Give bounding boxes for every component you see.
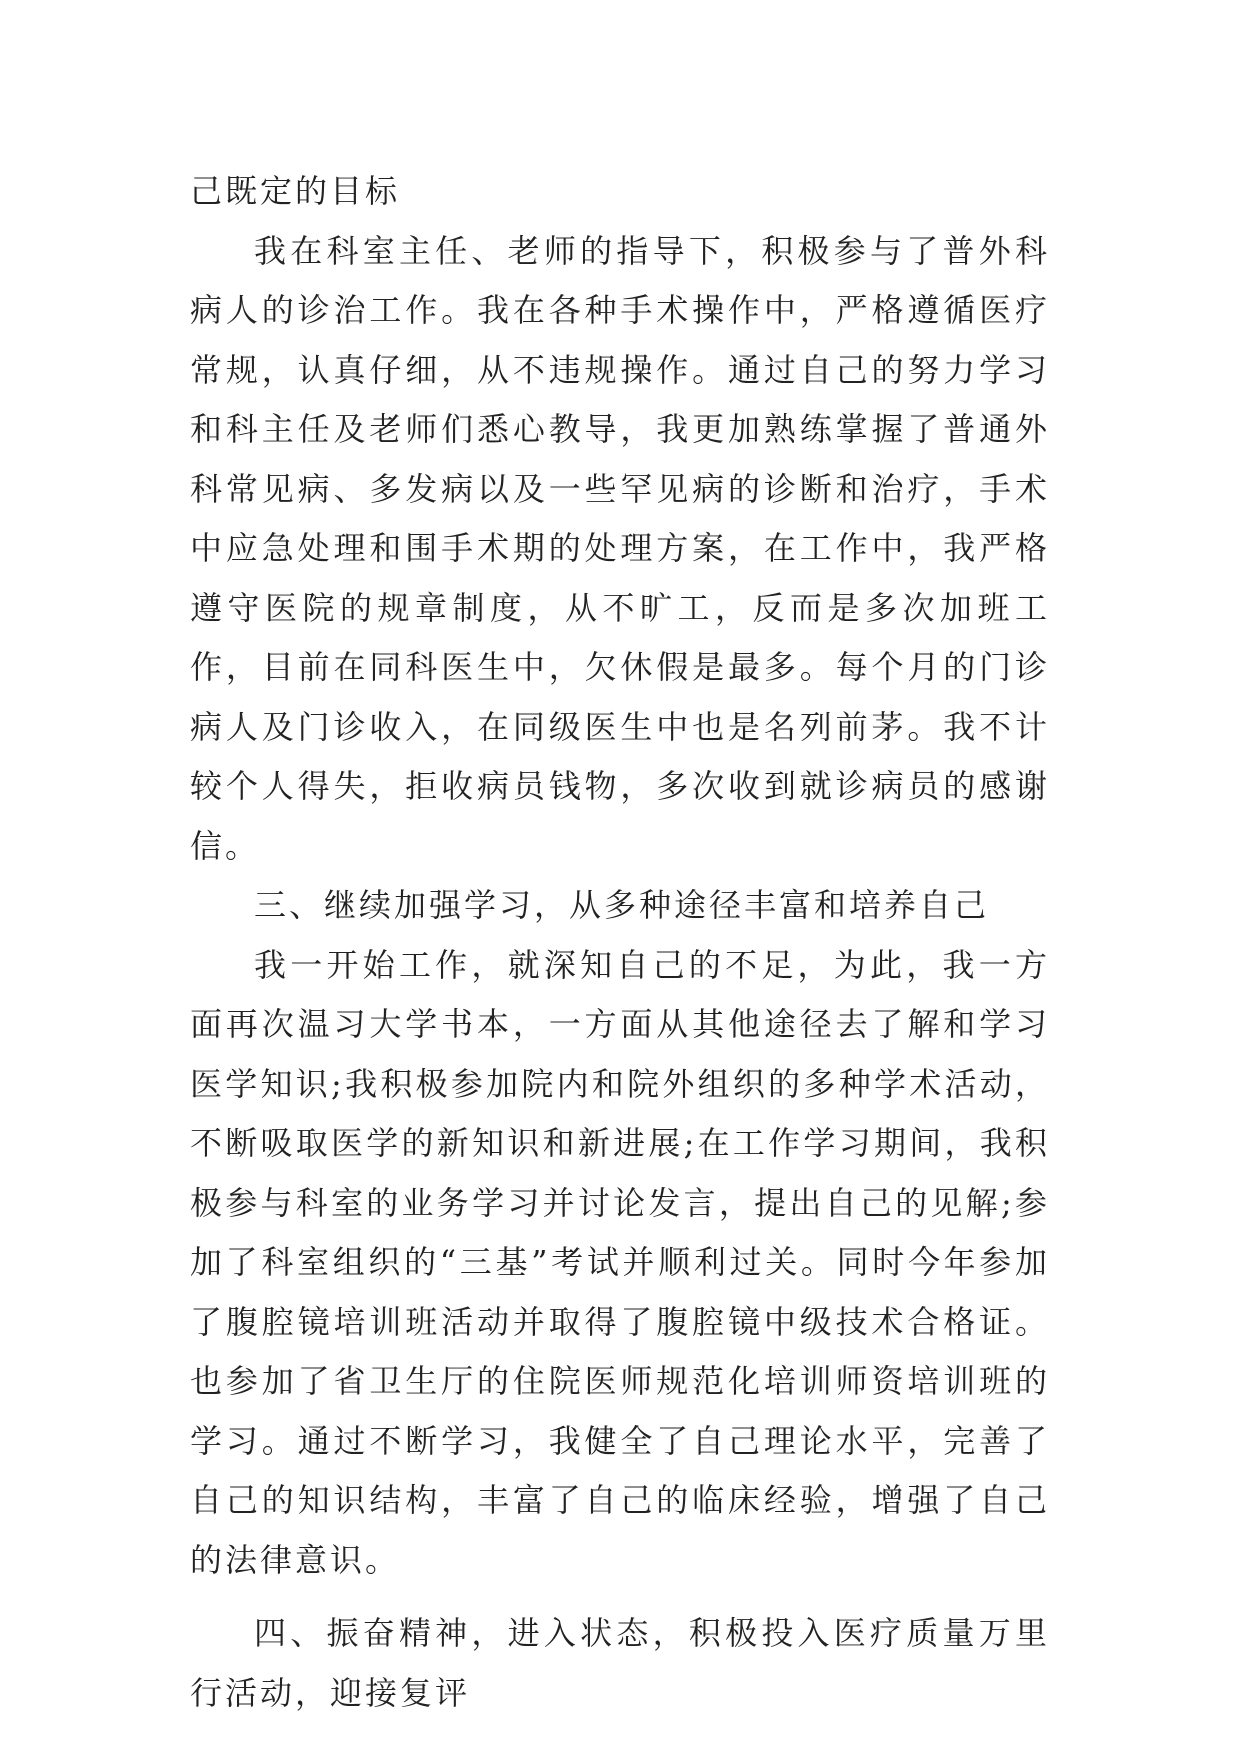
document-body [190,162,1050,1723]
paragraph-clinical-work: 我在科室主任、老师的指导下，积极参与了普外科病人的诊治工作。我在各种手术操作中，严格遵循医疗常规，认真仔细，从不违规操作。通过自己的努力学习和科主任及老师们悉心教导，我更加熟练掌握了普通外科常见病、多发病以及一些罕见病的诊断和治疗，手术中应急处理和围手术期的处理方案，在工作中，我严格遵守医院的规章制度，从不旷工，反而是多次加班工作，目前在同科医生中，欠休假是最多。每个月的门诊病人及门诊收入，在同级医生中也是名列前茅。我不计较个人得失，拒收病员钱物，多次收到就诊病员的感谢信。 [190,231,1050,865]
section-heading-four: 四、振奋精神，进入状态，积极投入医疗质量万里行活动，迎接复评 [190,1614,1050,1712]
paragraph-continuation: 己既定的目标 [190,172,401,210]
paragraph-continued-learning: 我一开始工作，就深知自己的不足，为此，我一方面再次温习大学书本，一方面从其他途径去了解和学习医学知识;我积极参加院内和院外组织的多种学术活动，不断吸取医学的新知识和新进展;在工作学习期间，我积极参与科室的业务学习并讨论发言，提出自己的见解;参加了科室组织的“三基”考试并顺利过关。同时今年参加了腹腔镜培训班活动并取得了腹腔镜中级技术合格证。也参加了省卫生厅的住院医师规范化培训师资培训班的学习。通过不断学习，我健全了自己理论水平，完善了自己的知识结构，丰富了自己的临床经验，增强了自己的法律意识。 [190,945,1050,1579]
section-heading-three: 三、继续加强学习，从多种途径丰富和培养自己 [254,886,990,924]
